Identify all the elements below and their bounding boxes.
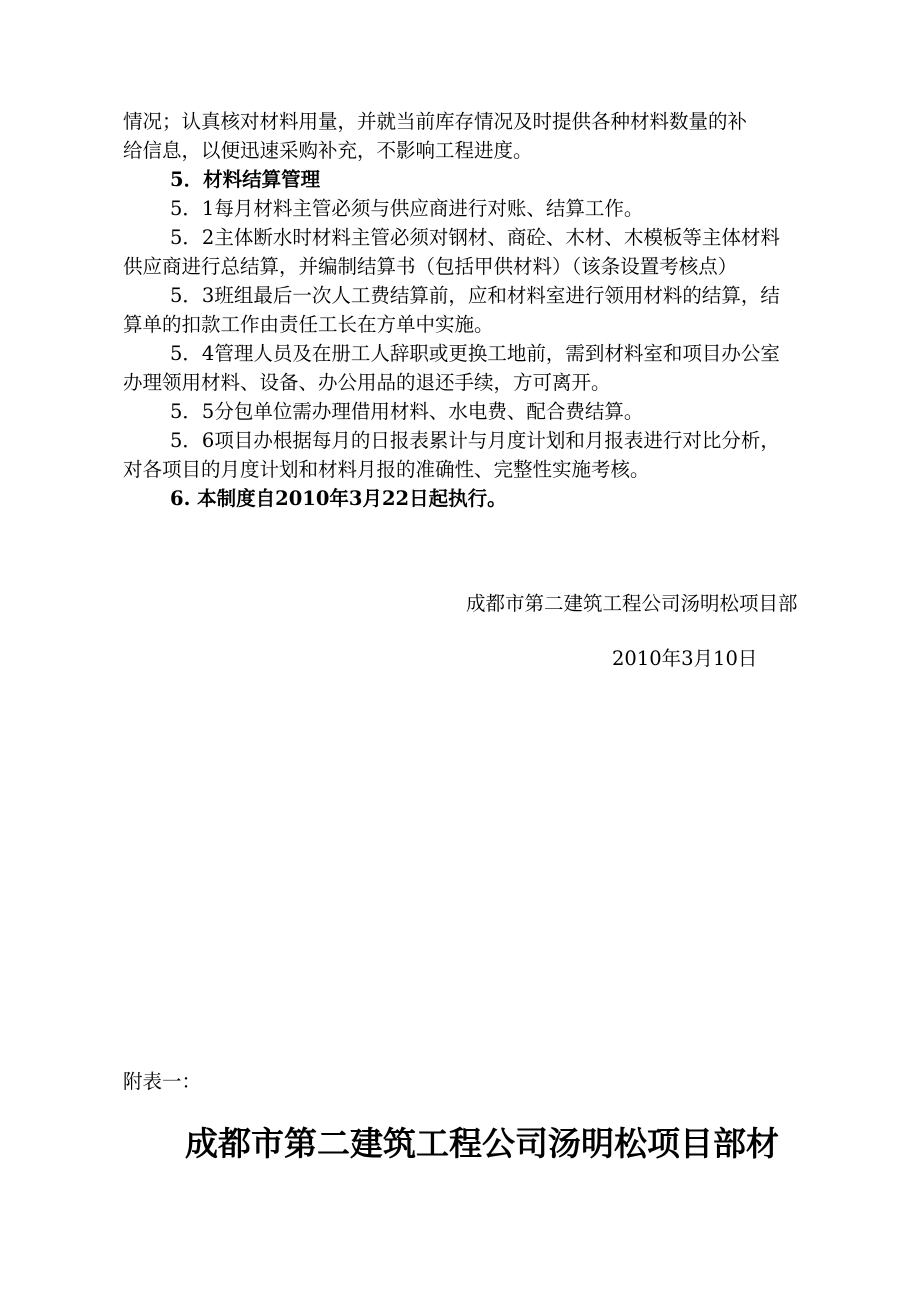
clause-5-3-cont: 算单的扣款工作由责任工长在方单中实施。 xyxy=(123,313,494,336)
clause-5-2-cont: 供应商进行总结算，并编制结算书（包括甲供材料）（该条设置考核点） xyxy=(123,255,738,278)
appendix-label: 附表一： xyxy=(123,1070,202,1093)
clause-5-6: 5．6项目办根据每月的日报表累计与月度计划和月报表进行对比分析， xyxy=(170,429,780,452)
clause-5-2: 5．2主体断水时材料主管必须对钢材、商砼、木材、木模板等主体材料 xyxy=(170,226,780,249)
clause-5-5: 5．5分包单位需办理借用材料、水电费、配合费结算。 xyxy=(170,400,644,423)
section-6-heading: 6. 本制度自2010年3月22日起执行。 xyxy=(170,487,507,510)
clause-5-6-cont: 对各项目的月度计划和材料月报的准确性、完整性实施考核。 xyxy=(123,458,650,481)
clause-5-3: 5．3班组最后一次人工费结算前，应和材料室进行领用材料的结算，结 xyxy=(170,284,780,307)
clause-5-4-cont: 办理领用材料、设备、办公用品的退还手续，方可离开。 xyxy=(123,371,611,394)
signature-date: 2010年3月10日 xyxy=(612,647,758,670)
paragraph-line: 情况；认真核对材料用量，并就当前库存情况及时提供各种材料数量的补 xyxy=(123,110,748,133)
section-5-heading: 5．材料结算管理 xyxy=(170,168,321,191)
clause-5-4: 5．4管理人员及在册工人辞职或更换工地前，需到材料室和项目办公室 xyxy=(170,342,780,365)
clause-5-1: 5．1每月材料主管必须与供应商进行对账、结算工作。 xyxy=(170,197,644,220)
paragraph-line: 给信息，以便迅速采购补充，不影响工程进度。 xyxy=(123,139,533,162)
signature-organization: 成都市第二建筑工程公司汤明松项目部 xyxy=(466,592,798,615)
appendix-title: 成都市第二建筑工程公司汤明松项目部材 xyxy=(185,1124,779,1163)
